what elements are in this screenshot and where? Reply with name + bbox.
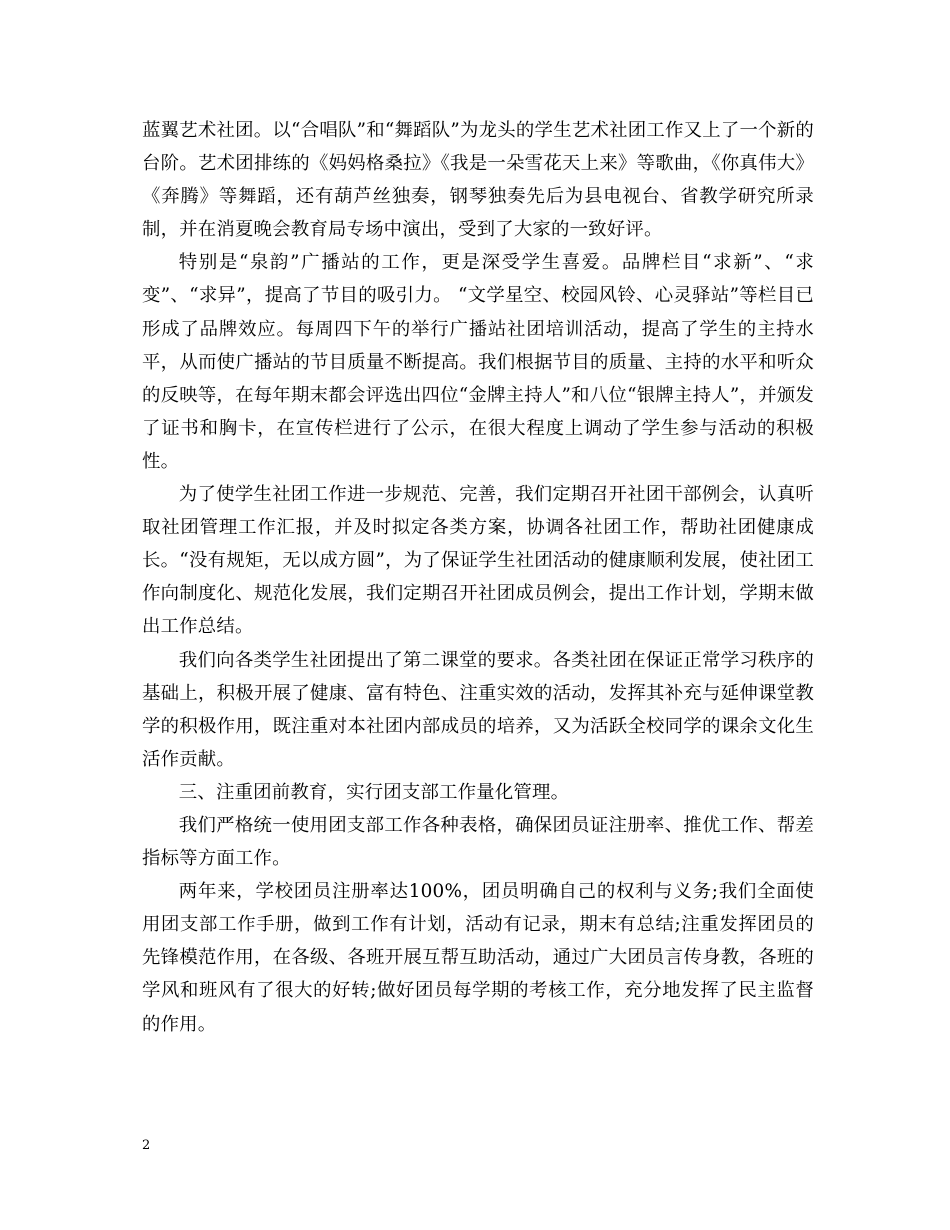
section-heading-3: 三、注重团前教育，实行团支部工作量化管理。 (178, 781, 570, 803)
paragraph-1: 蓝翼艺术社团。以“合唱队”和“舞蹈队”为龙头的学生艺术社团工作又上了一个新的台阶。艺术团排练的《妈妈格桑拉》《我是一朵雪花天上来》等歌曲，《你真伟大》《奔腾》等舞蹈，还有葫芦丝独奏，钢琴独奏先后为县电视台、省教学研究所录制，并在消夏晚会教育局专场中演出，受到了大家的一致好评。 (142, 120, 814, 241)
page-number: 2 (142, 1138, 151, 1153)
document-body (142, 114, 814, 1041)
paragraph-2: 特别是“泉韵”广播站的工作，更是深受学生喜爱。品牌栏目“求新”、“求变”、“求异”，提高了节目的吸引力。 “文学星空、校园风铃、心灵驿站”等栏目已形成了品牌效应。每周四下午的举行广播站社团培训活动，提高了学生的主持水平，从而使广播站的节目质量不断提高。我们根据节目的质量、主持的水平和听众的反映等，在每年期末都会评选出四位“金牌主持人”和八位“银牌主持人”，并颁发了证书和胸卡，在宣传栏进行了公示，在很大程度上调动了学生参与活动的积极性。 (142, 252, 814, 472)
paragraph-6: 两年来，学校团员注册率达100%，团员明确自己的权利与义务;我们全面使用团支部工作手册，做到工作有计划，活动有记录，期末有总结;注重发挥团员的先锋模范作用，在各级、各班开展互帮互助活动，通过广大团员言传身教，各班的学风和班风有了很大的好转;做好团员每学期的考核工作，充分地发挥了民主监督的作用。 (142, 881, 814, 1035)
paragraph-4: 我们向各类学生社团提出了第二课堂的要求。各类社团在保证正常学习秩序的基础上，积极开展了健康、富有特色、注重实效的活动，发挥其补充与延伸课堂教学的积极作用，既注重对本社团内部成员的培养，又为活跃全校同学的课余文化生活作贡献。 (142, 649, 814, 770)
paragraph-3: 为了使学生社团工作进一步规范、完善，我们定期召开社团干部例会，认真听取社团管理工作汇报，并及时拟定各类方案，协调各社团工作，帮助社团健康成长。“没有规矩，无以成方圆”，为了保证学生社团活动的健康顺利发展，使社团工作向制度化、规范化发展，我们定期召开社团成员例会，提出工作计划，学期末做出工作总结。 (142, 484, 814, 638)
paragraph-5: 我们严格统一使用团支部工作各种表格，确保团员证注册率、推优工作、帮差指标等方面工作。 (142, 814, 814, 870)
